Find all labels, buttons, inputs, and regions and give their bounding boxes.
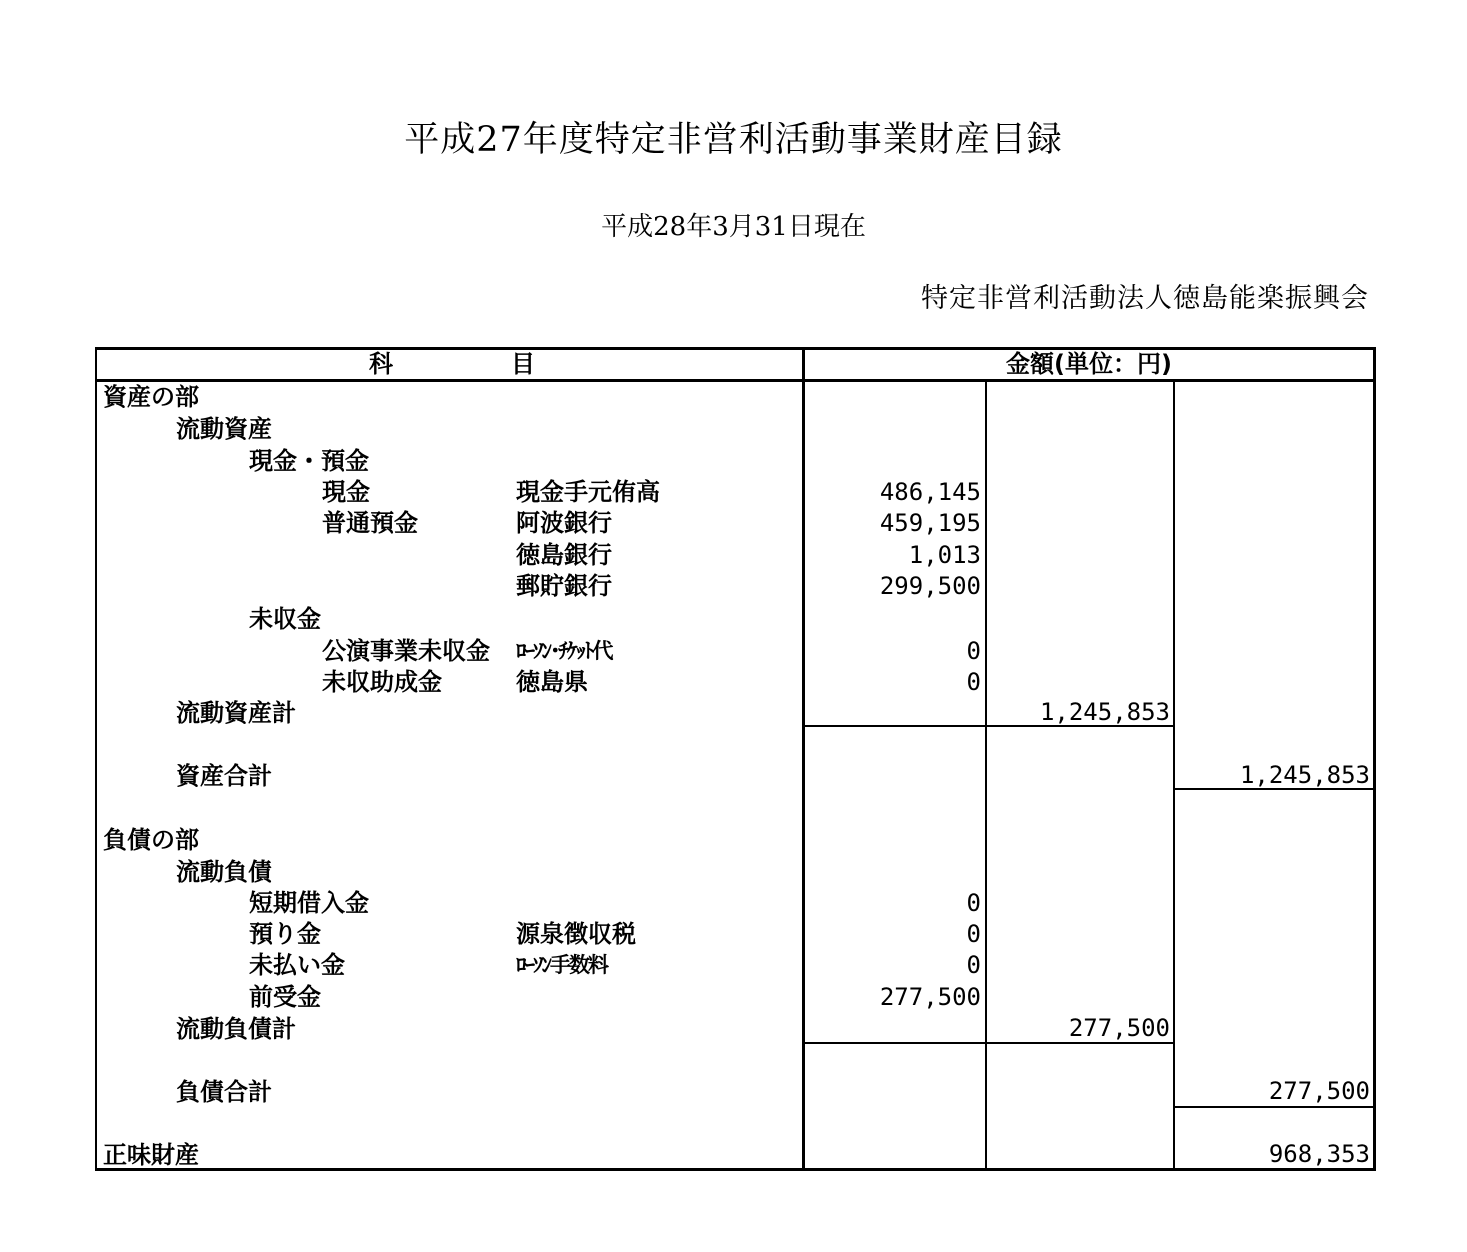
performance-receivable-detail: ﾛｰｿﾝ･ﾁｹｯﾄ代	[516, 639, 612, 663]
cash-detail: 現金手元侑高	[516, 478, 660, 506]
bank-tokushima-detail: 徳島銀行	[516, 541, 612, 569]
short-term-loans-amount: 0	[966, 889, 981, 917]
short-term-loans-label: 短期借入金	[249, 889, 369, 917]
grant-receivable-detail: 徳島県	[516, 668, 588, 696]
assets-total-amount: 1,245,853	[1239, 761, 1370, 789]
accrued-expenses-detail: ﾛｰｿﾝ手数料	[516, 953, 607, 977]
current-liabilities-total-label: 流動負債計	[176, 1015, 296, 1043]
table-right-border	[1373, 347, 1376, 1171]
deposits-received-label: 預り金	[249, 920, 321, 948]
header-subject-2: 目	[511, 350, 535, 378]
deposits-received-amount: 0	[966, 920, 981, 948]
assets-section-heading: 資産の部	[103, 383, 199, 411]
document-title: 平成27年度特定非営利活動事業財産目録	[404, 120, 1063, 160]
header-amount: 金額(単位：円)	[1006, 350, 1172, 378]
grant-receivable-label: 未収助成金	[322, 668, 442, 696]
cash-deposits-heading: 現金・預金	[249, 447, 369, 475]
header-subject-1: 科	[369, 350, 393, 378]
grant-receivable-amount: 0	[966, 668, 981, 696]
net-assets-label: 正味財産	[103, 1141, 199, 1169]
report-date: 平成28年3月31日現在	[601, 212, 866, 242]
current-liabilities-total-amount: 277,500	[1068, 1014, 1170, 1042]
amount-col-divider-2	[1173, 380, 1175, 1171]
current-assets-total-amount: 1,245,853	[1039, 698, 1170, 726]
ordinary-deposit-label: 普通預金	[322, 509, 418, 537]
organization-name: 特定非営利活動法人徳島能楽振興会	[921, 283, 1369, 314]
cash-amount: 486,145	[879, 478, 981, 506]
liabilities-total-amount: 277,500	[1268, 1077, 1370, 1105]
performance-receivable-amount: 0	[966, 637, 981, 665]
deposits-received-detail: 源泉徴収税	[516, 920, 636, 948]
bank-tokushima-amount: 1,013	[908, 541, 981, 569]
bank-awa-detail: 阿波銀行	[516, 509, 612, 537]
table-left-border	[95, 347, 97, 1171]
bank-postal-detail: 郵貯銀行	[516, 572, 612, 600]
accrued-expenses-label: 未払い金	[249, 951, 345, 979]
receivables-heading: 未収金	[249, 605, 321, 633]
liabilities-total-rule	[1174, 1106, 1375, 1108]
bank-postal-amount: 299,500	[879, 572, 981, 600]
advance-received-amount: 277,500	[879, 983, 981, 1011]
accrued-expenses-amount: 0	[966, 951, 981, 979]
current-assets-heading: 流動資産	[176, 415, 272, 443]
table-bottom-border	[95, 1168, 1376, 1171]
amount-col-divider-1	[985, 380, 987, 1171]
advance-received-label: 前受金	[249, 983, 321, 1011]
performance-receivable-label: 公演事業未収金	[322, 637, 490, 665]
liabilities-total-label: 負債合計	[176, 1078, 272, 1106]
cash-label: 現金	[322, 478, 370, 506]
net-assets-amount: 968,353	[1268, 1140, 1370, 1168]
bank-awa-amount: 459,195	[879, 509, 981, 537]
subject-amount-divider	[802, 347, 805, 1171]
current-assets-total-label: 流動資産計	[176, 699, 296, 727]
assets-total-label: 資産合計	[176, 762, 272, 790]
liabilities-section-heading: 負債の部	[103, 826, 199, 854]
current-liabilities-heading: 流動負債	[176, 858, 272, 886]
